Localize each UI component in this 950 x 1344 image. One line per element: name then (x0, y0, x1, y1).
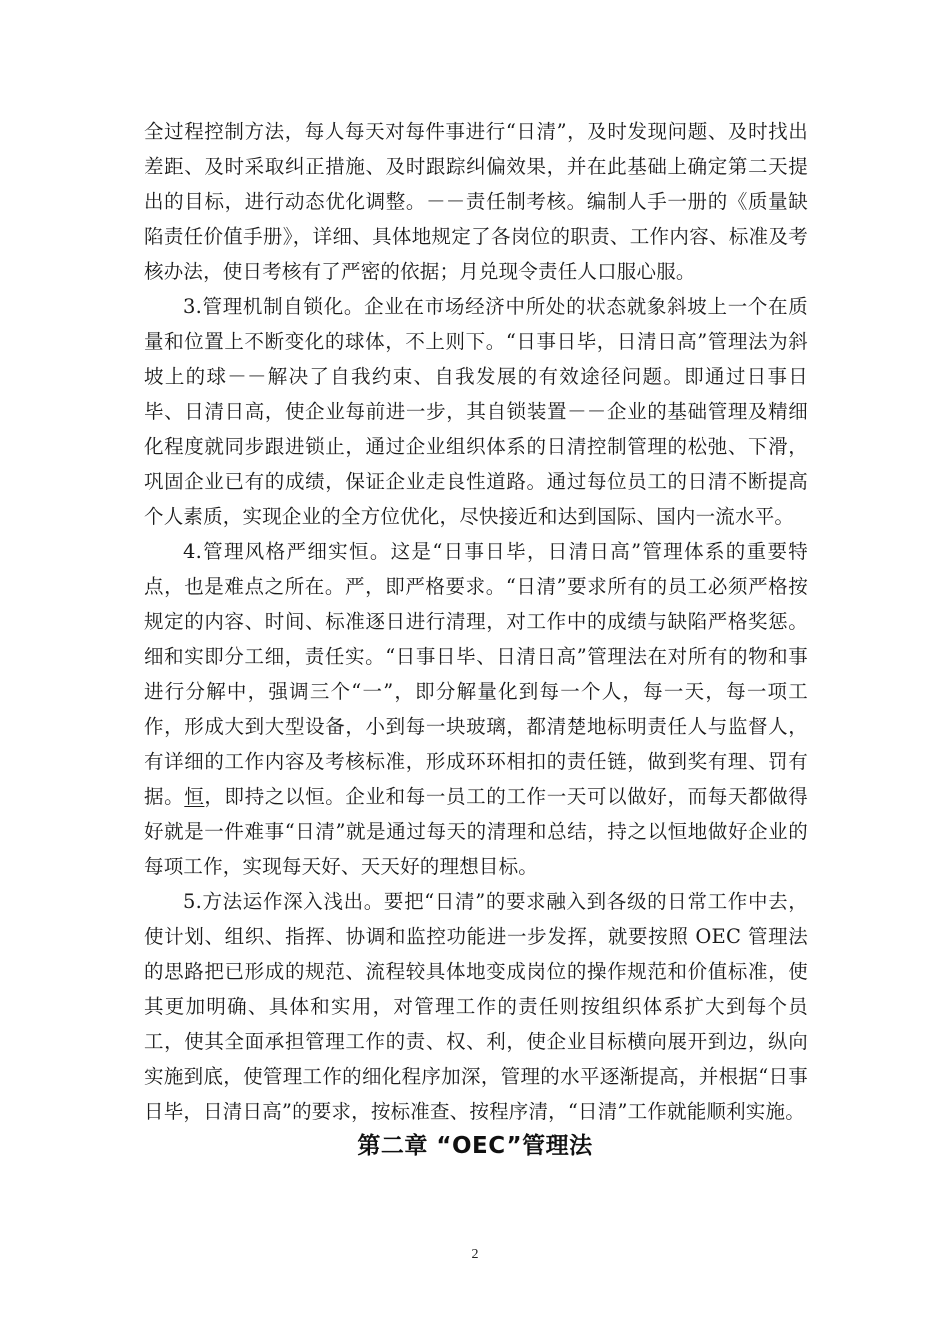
paragraph-3-text-before: 4.管理风格严细实恒。这是“日事日毕，日清日高”管理体系的重要特点，也是难点之所在。严，即严格要求。“日清”要求所有的员工必须严格按规定的内容、时间、标准逐日进行清理，对工作中的成绩与缺陷严格奖惩。细和实即分工细，责任实。“日事日毕、日清日高”管理法在对所有的物和事进行分解中，强调三个“一”，即分解量化到每一个人，每一天，每一项工作，形成大到大型设备，小到每一块玻璃，都清楚地标明责任人与监督人，有详细的工作内容及考核标准，形成环环相扣的责任链，做到奖有理、罚有据。 (144, 540, 808, 808)
page-number: 2 (471, 1247, 479, 1262)
chapter-heading: 第二章 “OEC”管理法 (357, 1133, 593, 1159)
document-body (144, 114, 808, 1129)
underlined-word: 恒 (184, 785, 205, 808)
paragraph-3 (144, 534, 808, 884)
paragraph-2: 3.管理机制自锁化。企业在市场经济中所处的状态就象斜坡上一个在质量和位置上不断变化的球体，不上则下。“日事日毕，日清日高”管理法为斜坡上的球－－解决了自我约束、自我发展的有效途径问题。即通过日事日毕、日清日高，使企业每前进一步，其自锁装置－－企业的基础管理及精细化程度就同步跟进锁止，通过企业组织体系的日清控制管理的松弛、下滑，巩固企业已有的成绩，保证企业走良性道路。通过每位员工的日清不断提高个人素质，实现企业的全方位优化，尽快接近和达到国际、国内一流水平。 (144, 295, 808, 528)
paragraph-4: 5.方法运作深入浅出。要把“日清”的要求融入到各级的日常工作中去，使计划、组织、指挥、协调和监控功能进一步发挥，就要按照 OEC 管理法的思路把已形成的规范、流程较具体地变成岗位的操作规范和价值标准，使其更加明确、具体和实用，对管理工作的责任则按组织体系扩大到每个员工，使其全面承担管理工作的责、权、利，使企业目标横向展开到边，纵向实施到底，使管理工作的细化程序加深，管理的水平逐渐提高，并根据“日事日毕，日清日高”的要求，按标准查、按程序清，“日清”工作就能顺利实施。 (144, 890, 808, 1123)
paragraph-1: 全过程控制方法，每人每天对每件事进行“日清”，及时发现问题、及时找出差距、及时采取纠正措施、及时跟踪纠偏效果，并在此基础上确定第二天提出的目标，进行动态优化调整。－－责任制考核。编制人手一册的《质量缺陷责任价值手册》，详细、具体地规定了各岗位的职责、工作内容、标准及考核办法，使日考核有了严密的依据；月兑现令责任人口服心服。 (144, 120, 808, 283)
paragraph-3-text-after: ，即持之以恒。企业和每一员工的工作一天可以做好，而每天都做得好就是一件难事“日清”就是通过每天的清理和总结，持之以恒地做好企业的每项工作，实现每天好、天天好的理想目标。 (144, 785, 808, 878)
